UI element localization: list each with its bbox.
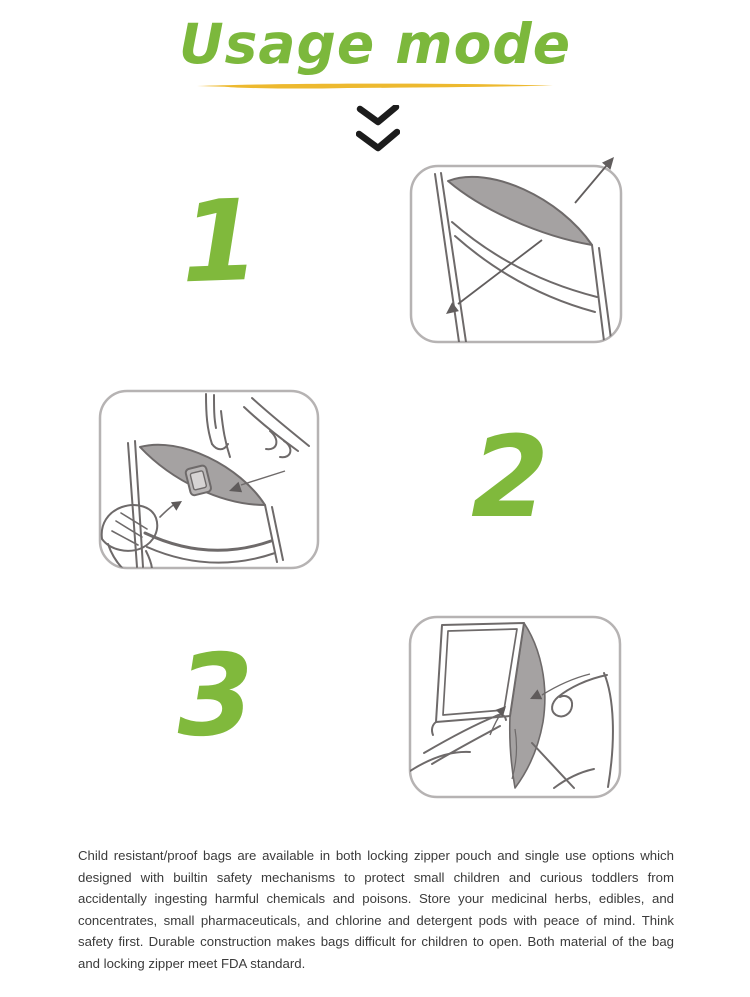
page-title: Usage mode [178, 12, 572, 76]
bag-press-reseal-illustration [402, 609, 630, 809]
step-number: 3 [174, 629, 257, 762]
double-chevron-down-icon [356, 105, 400, 159]
bag-pull-open-arrows-illustration [402, 148, 630, 353]
step-number: 1 [178, 175, 262, 309]
description-text: Child resistant/proof bags are available in both locking zipper pouch and single use options which designed with builtin safety mechanisms to protect small children and curious toddlers from accidentally ingesting harmful chemicals and poisons. Store your medicinal herbs, edibles, and concentrates, small pharmaceuticals, and chlorine and detergent pods with peace of mind. Think safety first. Durable construction makes bags difficult for children to open. Both material of the bag and locking zipper meet FDA standard. [78, 848, 674, 971]
brush-underline-icon [195, 81, 555, 91]
step-number: 2 [471, 413, 549, 543]
bag-press-slider-unlock-illustration [92, 384, 328, 582]
